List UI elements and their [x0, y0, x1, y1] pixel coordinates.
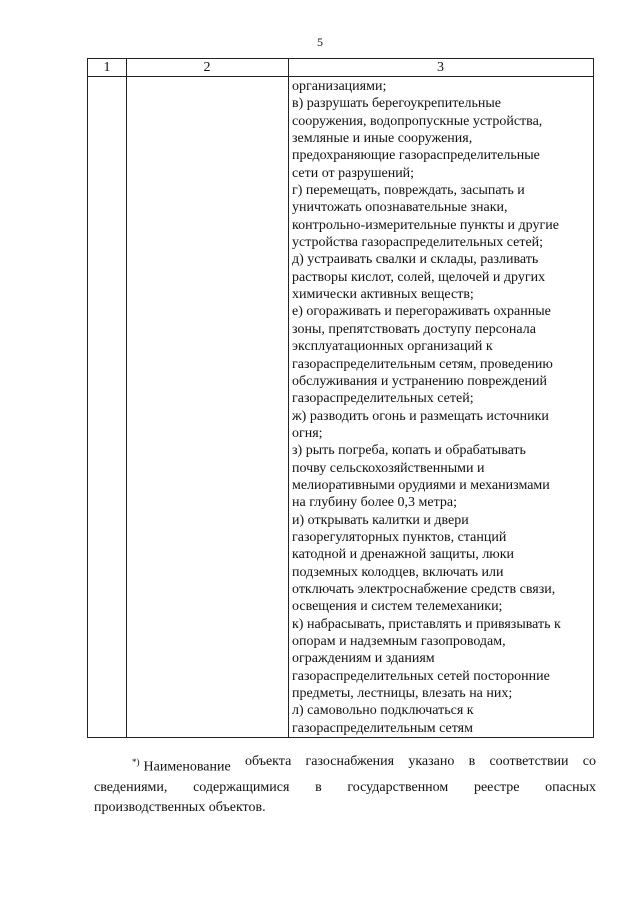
table-text-line: растворы кислот, солей, щелочей и других: [292, 269, 546, 285]
table-text-line: газорегуляторных пунктов, станций: [292, 529, 507, 545]
table-text-line: обслуживания и устранению повреждений: [292, 373, 548, 389]
footnote-word: соответствии: [489, 754, 569, 769]
footnote-word: реестре: [473, 779, 520, 795]
table-text-line: устройства газораспределительных сетей;: [292, 235, 544, 251]
footnote-line-2: [94, 778, 596, 798]
footnote-word: сведениями,: [94, 779, 168, 795]
footnote-word: указано: [408, 754, 455, 769]
table-text-line: в) разрушать берегоукрепительные: [292, 96, 502, 112]
table-text-line: мелиоративными орудиями и механизмами: [292, 477, 550, 493]
table-text-line: отключать электроснабжение средств связи,: [292, 581, 556, 597]
footnote-line-1: [94, 752, 596, 778]
table-text-line: предохраняющие газораспределительные: [292, 148, 540, 164]
footnote-line-3: производственных объектов.: [94, 799, 266, 815]
table-text-line: опорам и надземным газопроводам,: [292, 634, 506, 649]
column-divider: [288, 59, 289, 737]
table-text-line: предметы, лестницы, влезать на них;: [292, 686, 513, 702]
header-col-1: 1: [103, 60, 111, 75]
page-number: 5: [317, 35, 323, 49]
footnote: [94, 752, 596, 818]
requirements-table: [87, 58, 594, 738]
table-text-line: л) самовольно подключаться к: [292, 703, 474, 719]
table-text-line: земляные и иные сооружения,: [292, 131, 473, 147]
table-text-line: огня;: [292, 425, 323, 441]
table-text-line: химически активных веществ;: [292, 287, 474, 303]
footnote-word: опасных: [545, 779, 596, 795]
table-text-line: газораспределительным сетям, проведению: [292, 356, 553, 372]
table-text-line: организациями;: [292, 79, 387, 94]
table-text-line: сети от разрушений;: [292, 165, 415, 181]
table-text-line: к) набрасывать, приставлять и привязывать к: [292, 616, 561, 632]
table-text-line: катодной и дренажной защиты, люки: [292, 547, 515, 563]
table-text-line: почву сельскохозяйственными и: [292, 460, 485, 476]
table-text-line: и) открывать калитки и двери: [292, 512, 469, 528]
table-text-line: ж) разводить огонь и размещать источники: [292, 408, 549, 424]
column-3-text: [292, 78, 592, 737]
column-divider: [126, 59, 127, 737]
table-text-line: е) огораживать и перегораживать охранные: [292, 304, 551, 320]
footnote-word-text: Наименование: [143, 759, 231, 775]
table-text-line: ограждениям и зданиям: [292, 651, 435, 667]
table-text-line: г) перемещать, повреждать, засыпать и: [292, 183, 525, 199]
table-text-line: подземных колодцев, включать или: [292, 564, 504, 580]
table-text-line: сооружения, водопропускные устройства,: [292, 113, 543, 129]
footnote-word: в: [315, 779, 322, 795]
footnote-word: газоснабжения: [305, 754, 395, 769]
table-text-line: газораспределительных сетей посторонние: [292, 668, 550, 684]
footnote-word: [132, 752, 231, 778]
table-text-line: газораспределительным сетям: [292, 720, 473, 736]
table-header-row: [88, 59, 593, 77]
footnote-word: содержащимися: [193, 779, 290, 795]
table-text-line: д) устраивать свалки и склады, разливать: [292, 252, 539, 268]
footnote-word: объекта: [244, 754, 292, 769]
table-text-line: зоны, препятствовать доступу персонала: [292, 321, 536, 337]
header-col-2: 2: [203, 60, 211, 75]
footnote-word: государственном: [347, 779, 449, 795]
table-text-line: эксплуатационных организаций к: [292, 339, 493, 355]
header-col-3: 3: [437, 60, 444, 75]
table-text-line: газораспределительных сетей;: [292, 391, 474, 407]
table-text-line: з) рыть погреба, копать и обрабатывать: [292, 443, 526, 459]
footnote-word: в: [468, 754, 476, 769]
footnote-word: со: [582, 754, 596, 769]
table-text-line: на глубину более 0,3 метра;: [292, 495, 457, 511]
table-text-line: контрольно-измерительные пункты и другие: [292, 217, 559, 233]
table-text-line: освещения и систем телемеханики;: [292, 599, 503, 615]
footnote-mark: *): [132, 757, 140, 767]
table-text-line: уничтожать опознавательные знаки,: [292, 200, 508, 216]
